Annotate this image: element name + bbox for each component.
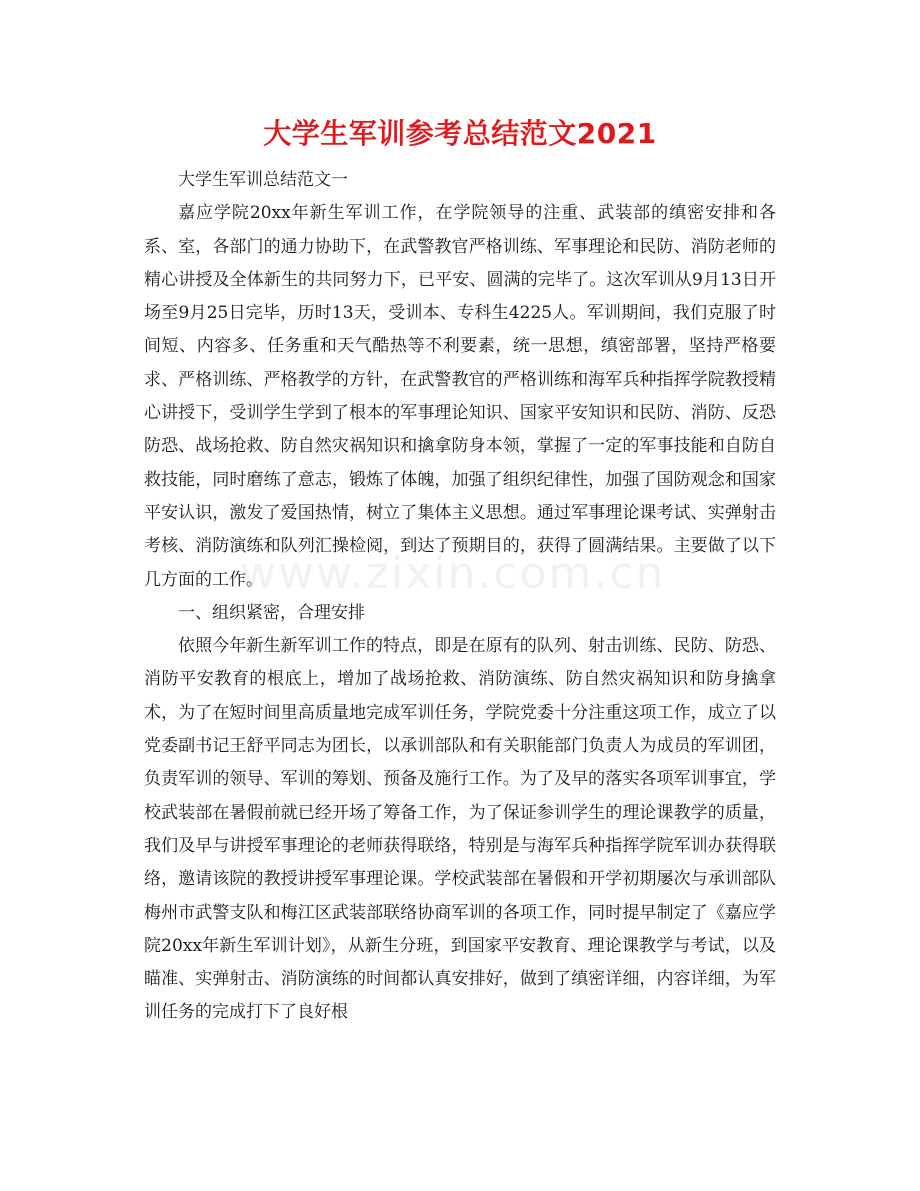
paragraph: 依照今年新生新军训工作的特点，即是在原有的队列、射击训练、民防、防恐、消防平安教育的根底上，增加了战场抢救、消防演练、防自然灾祸知识和防身擒拿术，为了在短时间里高质量地完成军训任务，学院党委十分注重这项工作，成立了以党委副书记王舒平同志为团长，以承训部队和有关职能部门负责人为成员的军训团，负责军训的领导、军训的筹划、预备及施行工作。为了及早的落实各项军训事宜，学校武装部在暑假前就已经开场了筹备工作，为了保证参训学生的理论课教学的质量，我们及早与讲授军事理论的老师获得联络，特别是与海军兵种指挥学院军训办获得联络，邀请该院的教授讲授军事理论课。学校武装部在暑假和开学初期屡次与承训部队梅州市武警支队和梅江区武装部联络协商军训的各项工作，同时提早制定了《嘉应学院20xx年新生军训计划》，从新生分班，到国家平安教育、理论课教学与考试，以及瞄准、实弹射击、消防演练的时间都认真安排好，做到了缜密详细，内容详细，为军训任务的完成打下了良好根: [144, 636, 776, 1023]
document-title: 大学生军训参考总结范文2021: [263, 117, 657, 150]
watermark: www.zixin.com.cn: [240, 548, 666, 599]
section-heading: 一、组织紧密，合理安排: [178, 602, 365, 623]
document-body: [144, 164, 776, 1030]
paragraph: 嘉应学院20xx年新生军训工作，在学院领导的注重、武装部的缜密安排和各系、室，各部门的通力协助下，在武警教官严格训练、军事理论和民防、消防老师的精心讲授及全体新生的共同努力下，已平安、圆满的完毕了。这次军训从9月13日开场至9月25日完毕，历时13天，受训本、专科生4225人。军训期间，我们克服了时间短、内容多、任务重和天气酷热等不利要素，统一思想，缜密部署，坚持严格要求、严格训练、严格教学的方针，在武警教官的严格训练和海军兵种指挥学院教授精心讲授下，受训学生学到了根本的军事理论知识、国家平安知识和民防、消防、反恐防恐、战场抢救、防自然灾祸知识和擒拿防身本领，掌握了一定的军事技能和自防自救技能，同时磨练了意志，锻炼了体魄，加强了组织纪律性，加强了国防观念和国家平安认识，激发了爱国热情，树立了集体主义思想。通过军事理论课考试、实弹射击考核、消防演练和队列汇操检阅，到达了预期目的，获得了圆满结果。主要做了以下几方面的工作。: [144, 203, 776, 590]
section-subtitle: 大学生军训总结范文一: [178, 170, 348, 190]
